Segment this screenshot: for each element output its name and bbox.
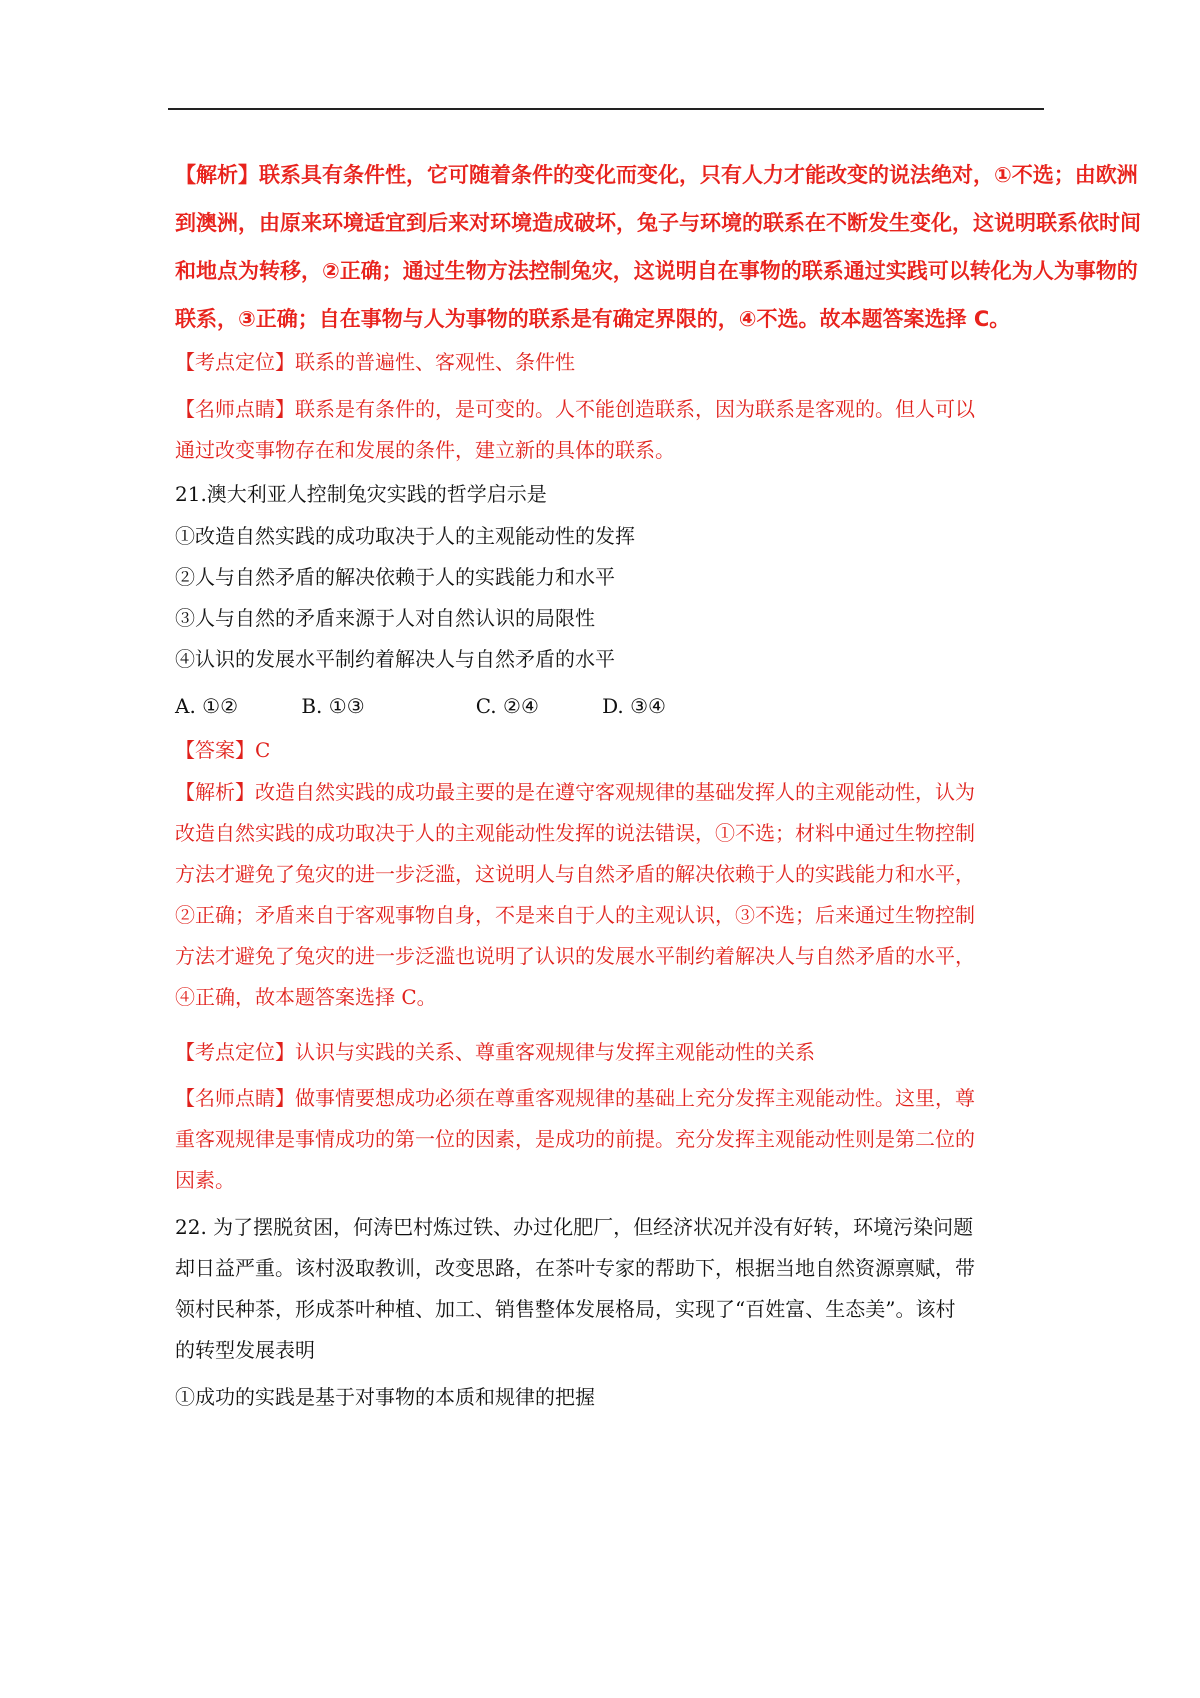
- q21-analysis-line-5: 方法才避免了兔灾的进一步泛滥也说明了认识的发展水平制约着解决人与自然矛盾的水平，: [175, 944, 975, 968]
- q21-analysis-line-2: 改造自然实践的成功取决于人的主观能动性发挥的说法错误，①不选；材料中通过生物控制: [175, 821, 975, 845]
- q21-analysis-line-3: 方法才避免了兔灾的进一步泛滥，这说明人与自然矛盾的解决依赖于人的实践能力和水平，: [175, 862, 975, 886]
- q21-option-c: C. ②④: [475, 694, 539, 718]
- q21-mingshi-line-3: 因素。: [175, 1168, 235, 1192]
- q21-kaodian: 【考点定位】认识与实践的关系、尊重客观规律与发挥主观能动性的关系: [175, 1040, 815, 1064]
- q21-analysis-line-1: 【解析】改造自然实践的成功最主要的是在遵守客观规律的基础发挥人的主观能动性，认为: [175, 780, 975, 804]
- q21-item-2: ②人与自然矛盾的解决依赖于人的实践能力和水平: [175, 565, 615, 589]
- q21-item-4: ④认识的发展水平制约着解决人与自然矛盾的水平: [175, 647, 615, 671]
- prev-analysis-line-1: 【解析】联系具有条件性，它可随着条件的变化而变化，只有人力才能改变的说法绝对，①不选；由欧洲: [175, 163, 1138, 187]
- q21-option-a: A. ①②: [175, 694, 239, 718]
- prev-mingshi-line-1: 【名师点睛】联系是有条件的，是可变的。人不能创造联系，因为联系是客观的。但人可以: [175, 397, 975, 421]
- header-rule: [168, 108, 1044, 110]
- q22-stem-line-1: 22. 为了摆脱贫困，何涛巴村炼过铁、办过化肥厂，但经济状况并没有好转，环境污染问题: [175, 1215, 974, 1239]
- q21-mingshi: [175, 1078, 1045, 1201]
- q21-answer: 【答案】C: [175, 738, 271, 762]
- prev-analysis: [175, 163, 1141, 355]
- prev-analysis-line-4: 联系，③正确；自在事物与人为事物的联系是有确定界限的，④不选。故本题答案选择 C。: [175, 307, 1011, 331]
- q22-stem-line-2: 却日益严重。该村汲取教训，改变思路，在茶叶专家的帮助下，根据当地自然资源禀赋，带: [175, 1256, 975, 1280]
- q21-option-d: D. ③④: [602, 694, 666, 718]
- q21-item-1: ①改造自然实践的成功取决于人的主观能动性的发挥: [175, 524, 635, 548]
- q21-option-b: B. ①③: [301, 694, 365, 718]
- q21-analysis: [175, 772, 1045, 1018]
- q21-items: [175, 516, 1045, 680]
- prev-mingshi-line-2: 通过改变事物存在和发展的条件，建立新的具体的联系。: [175, 438, 675, 462]
- q22-item-1: ①成功的实践是基于对事物的本质和规律的把握: [175, 1385, 595, 1409]
- q21-analysis-line-6: ④正确，故本题答案选择 C。: [175, 985, 437, 1009]
- q22-stem-line-3: 领村民种茶，形成茶叶种植、加工、销售整体发展格局，实现了“百姓富、生态美”。该村: [175, 1297, 956, 1321]
- q21-options: [175, 686, 1045, 727]
- prev-analysis-line-2: 到澳洲，由原来环境适宜到后来对环境造成破坏，兔子与环境的联系在不断发生变化，这说明联系依时间: [175, 211, 1141, 235]
- q21-mingshi-line-1: 【名师点睛】做事情要想成功必须在尊重客观规律的基础上充分发挥主观能动性。这里，尊: [175, 1086, 975, 1110]
- prev-kaodian: 【考点定位】联系的普遍性、客观性、条件性: [175, 350, 575, 374]
- prev-mingshi: [175, 389, 1045, 471]
- q22-stem-line-4: 的转型发展表明: [175, 1338, 315, 1362]
- q22-stem: [175, 1207, 1045, 1371]
- q21-stem: 21.澳大利亚人控制兔灾实践的哲学启示是: [175, 482, 547, 506]
- q21-mingshi-line-2: 重客观规律是事情成功的第一位的因素，是成功的前提。充分发挥主观能动性则是第二位的: [175, 1127, 975, 1151]
- q21-item-3: ③人与自然的矛盾来源于人对自然认识的局限性: [175, 606, 595, 630]
- prev-analysis-line-3: 和地点为转移，②正确；通过生物方法控制兔灾，这说明自在事物的联系通过实践可以转化为人为事物的: [175, 259, 1138, 283]
- q21-analysis-line-4: ②正确；矛盾来自于客观事物自身，不是来自于人的主观认识，③不选；后来通过生物控制: [175, 903, 975, 927]
